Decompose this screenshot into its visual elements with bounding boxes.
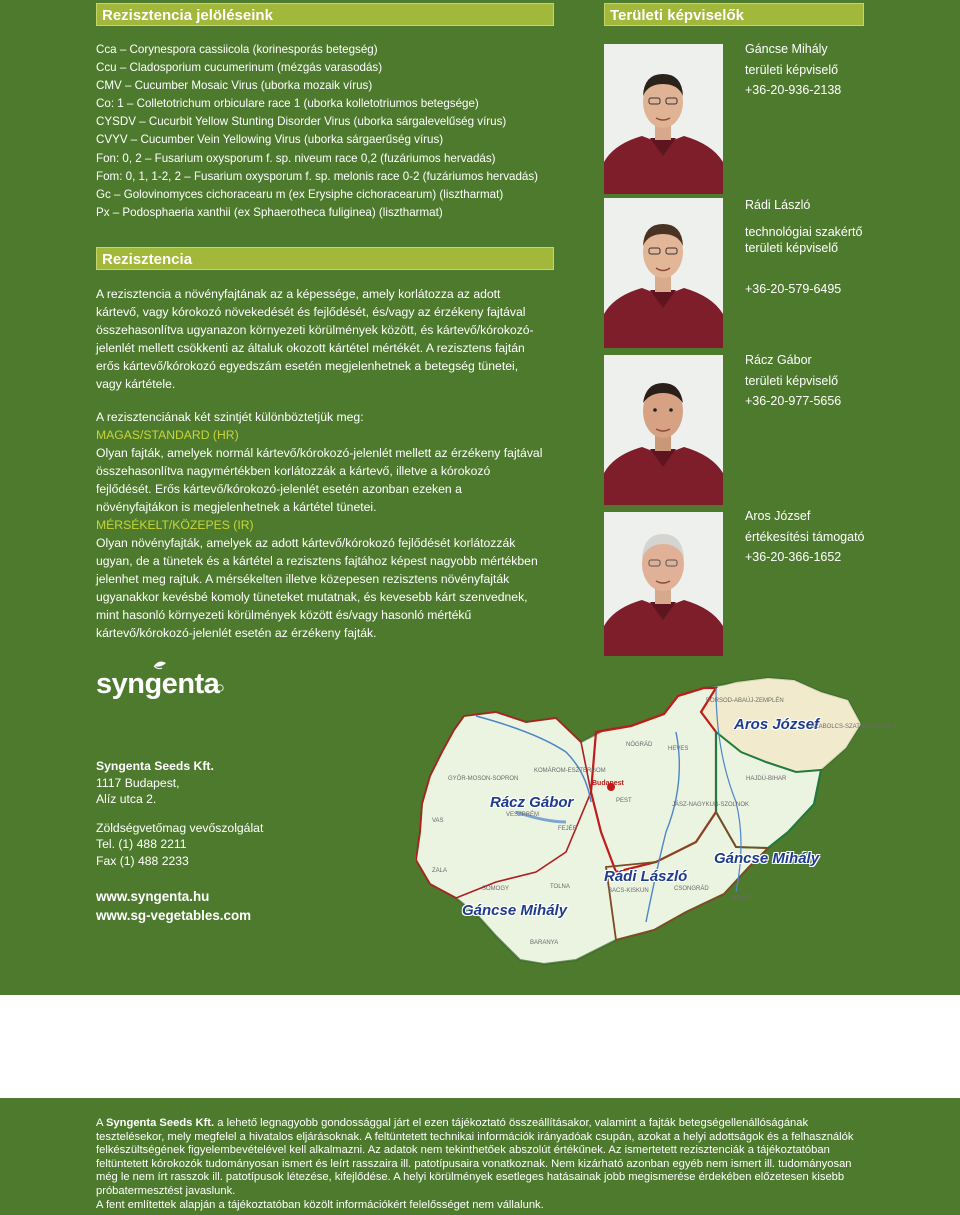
map-county: HEVES	[668, 746, 689, 752]
representative-role: területi képviselő	[745, 373, 839, 388]
disclaimer-lead: A	[96, 1117, 103, 1129]
company-name: Syngenta Seeds Kft.	[96, 759, 214, 773]
map-label-gancse-east: Gáncse Mihály	[714, 850, 820, 867]
list-item: Px – Podosphaeria xanthii (ex Sphaerotheca fuliginea) (lisztharmat)	[96, 205, 443, 219]
map-county: VAS	[432, 818, 444, 824]
map-label-gancse-west: Gáncse Mihály	[462, 902, 568, 919]
disclaimer-footer	[0, 1098, 960, 1215]
map-label-radi: Rádi László	[604, 868, 688, 885]
map-label-racz: Rácz Gábor	[490, 794, 574, 811]
representative-name: Rácz Gábor	[745, 353, 812, 367]
web-links	[96, 887, 251, 925]
website-link[interactable]: www.syngenta.hu	[96, 889, 210, 904]
map-label-aros: Aros József	[734, 716, 820, 733]
resistance-intro-paragraph: A rezisztencia a növényfajtának az a képessége, amely korlátozza az adott kártevő, vagy kórokozó növekedését és fejlődését, és/vagy az érzékeny fajtával összehasonlítva ugyanazon környezeti körülmények között, és kártevő/kórokozó-jelenlét mellett csökkenti az általuk okozott kártétel mértékét. A rezisztens fajtán erős kártevő/kórokozó egyedszám esetén megjelenhetnek a betegség tünetei, vagy kártétele.	[96, 287, 534, 391]
hungary-region-map	[416, 672, 897, 972]
svg-text:syngenta: syngenta	[96, 668, 220, 700]
map-county: GYŐR-MOSON-SOPRON	[448, 776, 519, 782]
representative-info	[745, 39, 841, 101]
representative-role: technológiai szakértő	[745, 224, 863, 239]
disclaimer-company: Syngenta Seeds Kft.	[105, 1117, 215, 1129]
representative-photo	[604, 512, 723, 656]
list-item: Co: 1 – Colletotrichum orbiculare race 1 (uborka kolletotriumos betegsége)	[96, 97, 479, 111]
map-county: ZALA	[432, 868, 448, 874]
resistance-code-list	[96, 41, 566, 222]
map-county: JÁSZ-NAGYKUN-SZOLNOK	[672, 802, 750, 808]
representative-name: Aros József	[745, 509, 811, 523]
list-item: Gc – Golovinomyces cichoracearu m (ex Erysiphe cichoracearum) (lisztharmat)	[96, 187, 504, 201]
disclaimer-body: a lehető legnagyobb gondossággal járt el ezen tájékoztató összeállításakor, valamint a fajták betegségellenállóságának tesztelésekor, mely megfelel a hivatalos eljárásoknak. A feltüntetett technikai információk irányadóak csupán, azokat a helyi adottságok és a felhasználók felkészültségének figyelembevételével kell alkalmazni. Az adatok nem tekinthetőek abszolút értékűnek. Az ismertetett rezisztenciák a tájékoztatóban feltüntetett kórokozók tudományosan ismert és leírt rasszaira ill. patotípusaira vonatkoznak. Nem kizárható azonban egyéb nem ismert ill. tudományosan még le nem írt rasszok ill. patotípusok létezése, kifejlődése. A helyi körülmények esetleges hatásainak jobb megismerése érdekében előzetesen kisebb próbatermesztést javaslunk.	[96, 1117, 854, 1197]
list-item: Fom: 0, 1, 1-2, 2 – Fusarium oxysporum f. sp. melonis race 0-2 (fuzáriumos hervadás)	[96, 169, 539, 183]
syngenta-logo	[96, 660, 226, 700]
hr-text: Olyan fajták, amelyek normál kártevő/kórokozó-jelenlét mellett az érzékeny fajtával összehasonlítva nagymértékben korlátozzák a kártevő, illetve a kórokozó fejlődését. Erős kártevő/kórokozó-jelenlét esetén azonban ezeken a növényfajtákon is megjelenhetnek a kártétel tünetei.	[96, 446, 543, 514]
disclaimer-last-line: A fent említettek alapján a tájékoztatóban közölt információkért felelősséget nem vállalunk.	[96, 1198, 544, 1211]
company-info	[96, 758, 263, 869]
map-county: BARANYA	[530, 940, 559, 946]
map-county: SOMOGY	[482, 886, 510, 892]
list-item: Cca – Corynespora cassiicola (korinesporás betegség)	[96, 43, 378, 56]
map-capital: Budapest	[592, 780, 624, 787]
representative-role: területi képviselő	[745, 62, 839, 77]
list-item: CYSDV – Cucurbit Yellow Stunting Disorder Virus (uborka sárgalevelűség vírus)	[96, 115, 507, 129]
representative-role: területi képviselő	[745, 241, 839, 255]
disclaimer-text	[96, 1117, 864, 1199]
representative-name: Gáncse Mihály	[745, 42, 828, 56]
company-address: Alíz utca 2.	[96, 792, 157, 806]
website-link[interactable]: www.sg-vegetables.com	[96, 908, 252, 923]
map-county: PEST	[616, 798, 632, 804]
representative-phone[interactable]: +36-20-936-2138	[745, 83, 842, 97]
representative-phone[interactable]: +36-20-579-6495	[745, 281, 842, 296]
white-band	[0, 995, 960, 1098]
company-fax: Fax (1) 488 2233	[96, 853, 189, 868]
representative-phone[interactable]: +36-20-366-1652	[745, 550, 842, 564]
hotline-label: Zöldségvetőmag vevőszolgálat	[96, 820, 264, 835]
hr-title: MAGAS/STANDARD (HR)	[96, 428, 239, 442]
map-county: SZABOLCS-SZATMÁR-BEREG	[811, 724, 897, 730]
resistance-levels-block	[96, 408, 546, 642]
ir-title: MÉRSÉKELT/KÖZEPES (IR)	[96, 518, 254, 532]
map-county: FEJÉR	[558, 826, 578, 832]
map-county: KOMÁROM-ESZTERGOM	[534, 768, 606, 774]
representative-photo	[604, 198, 723, 348]
list-item: Fon: 0, 2 – Fusarium oxysporum f. sp. niveum race 0,2 (fuzáriumos hervadás)	[96, 151, 496, 165]
representative-info	[745, 195, 862, 299]
list-item: CMV – Cucumber Mosaic Virus (uborka mozaik vírus)	[96, 79, 373, 93]
representative-info	[745, 506, 865, 568]
levels-intro: A rezisztenciának két szintjét különböztetjük meg:	[96, 410, 364, 424]
map-county: CSONGRÁD	[674, 886, 709, 892]
company-phone: Tel. (1) 488 2211	[96, 837, 187, 851]
company-address: 1117 Budapest,	[96, 775, 180, 790]
representative-info	[745, 350, 841, 412]
map-county: BÉKÉS	[732, 896, 753, 902]
ir-text: Olyan növényfajták, amelyek az adott kártevő/kórokozó fejlődését korlátozzák ugyan, de a tünetek és a kártétel a rezisztens fajtához képest nagyobb mértékben jelenhet meg rajtuk. A mérsékelten illetve közepesen rezisztens növényfajták ugyanakkor kevésbé komoly tüneteket mutatnak, és kevesebb kárt szenvednek, mint hasonló környezeti körülmények között és/vagy hasonló mértékű kártevő/kórokozó-jelenlét esetén az érzékeny fajták.	[96, 536, 538, 640]
map-county: BORSOD-ABAÚJ-ZEMPLÉN	[706, 698, 784, 704]
representative-photo	[604, 355, 723, 505]
map-county: NÓGRÁD	[626, 742, 653, 748]
map-county: TOLNA	[550, 884, 570, 890]
map-county: BACS-KISKUN	[608, 888, 649, 894]
list-item: CVYV – Cucumber Vein Yellowing Virus (uborka sárgaerűség vírus)	[96, 133, 444, 147]
resistance-codes-header: Rezisztencia jelöléseink	[96, 3, 554, 26]
map-county: HAJDÚ-BIHAR	[746, 776, 787, 782]
representative-name: Rádi László	[745, 198, 811, 212]
representative-photo	[604, 44, 723, 194]
representative-role: értékesítési támogató	[745, 529, 865, 544]
resistance-header: Rezisztencia	[96, 247, 554, 270]
map-county: VESZPRÉM	[506, 812, 540, 818]
representative-phone[interactable]: +36-20-977-5656	[745, 394, 842, 408]
representatives-header: Területi képviselők	[604, 3, 864, 26]
list-item: Ccu – Cladosporium cucumerinum (mézgás varasodás)	[96, 61, 383, 75]
